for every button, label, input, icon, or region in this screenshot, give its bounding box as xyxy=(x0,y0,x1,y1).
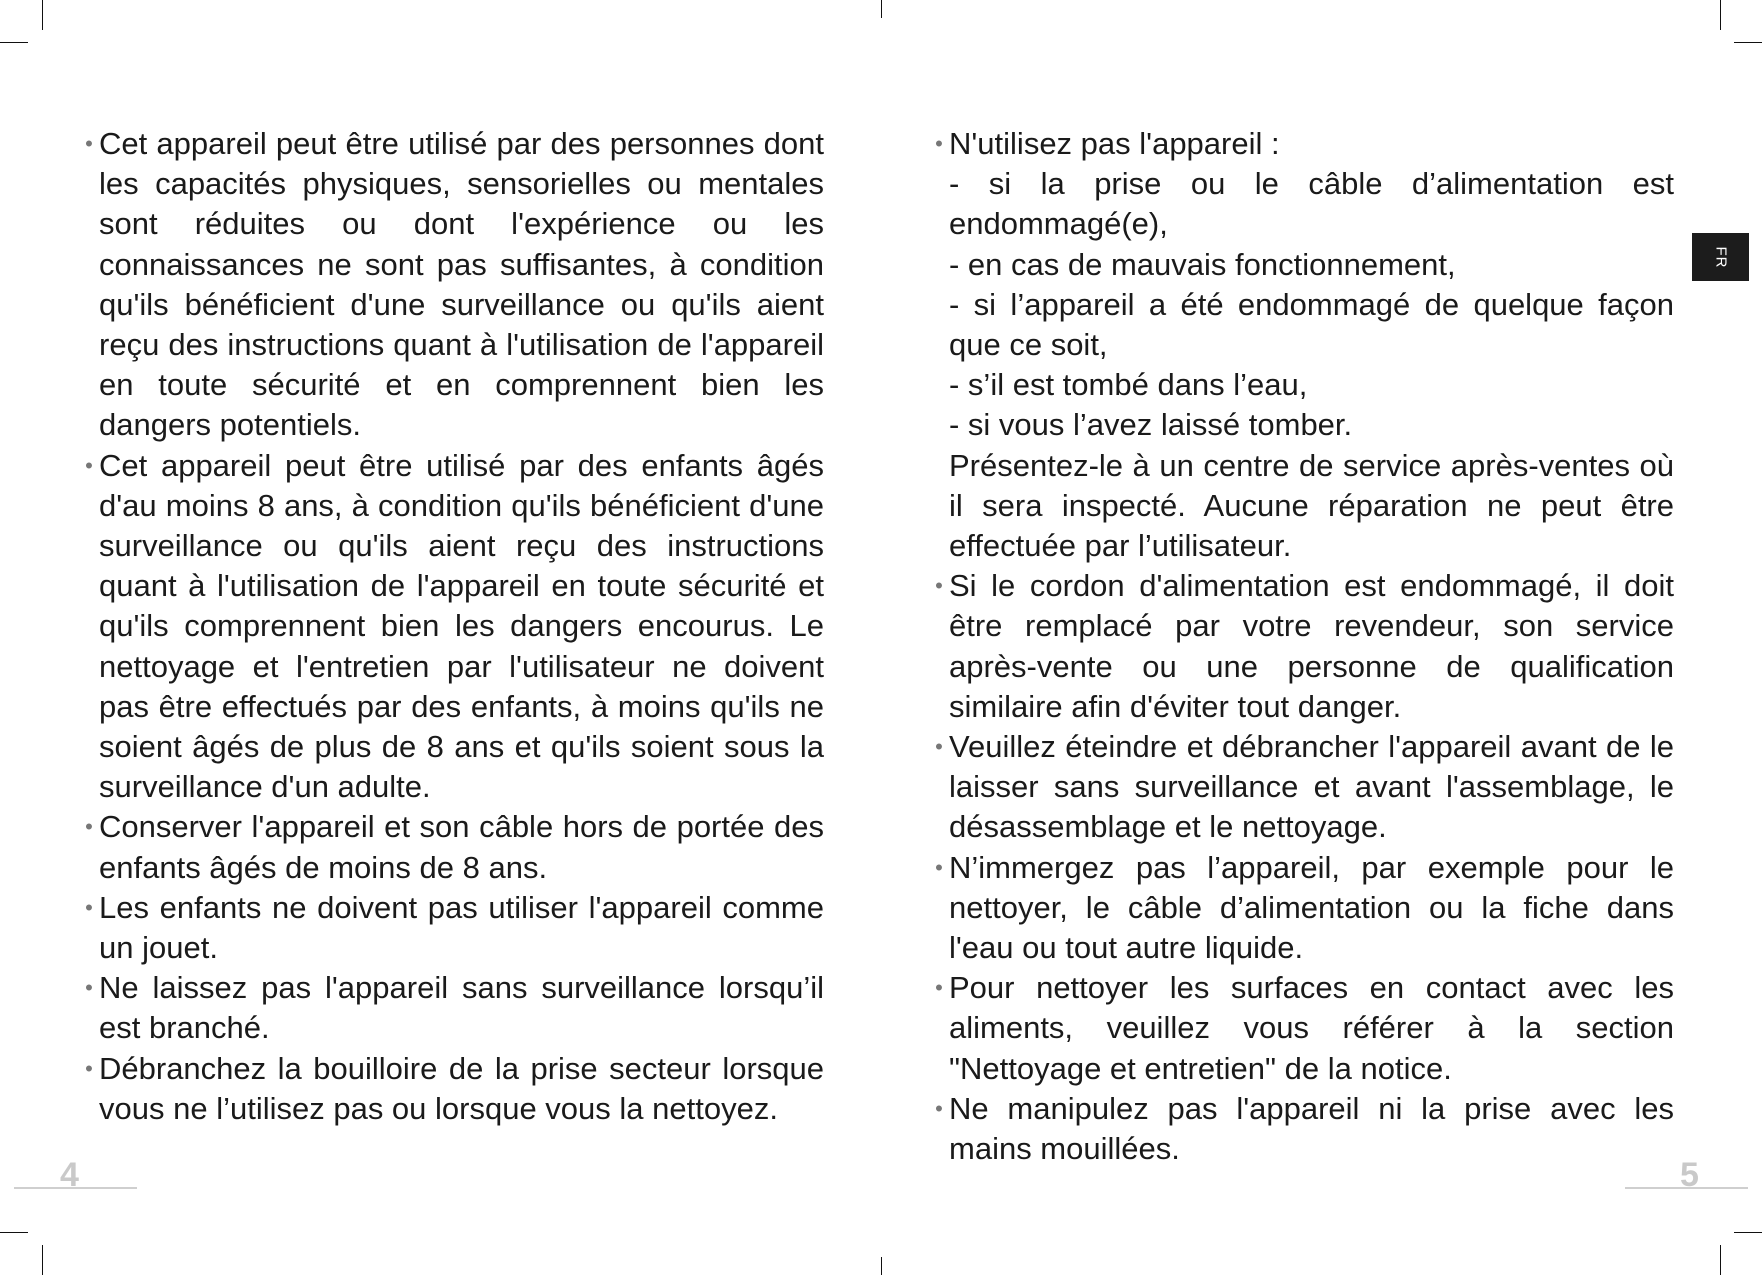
safety-item xyxy=(935,566,1674,727)
safety-item xyxy=(85,124,824,446)
bullet-icon: • xyxy=(85,894,93,920)
item-text: Les enfants ne doivent pas utiliser l'appareil comme un jouet. xyxy=(99,889,824,966)
item-text: Débranchez la bouilloire de la prise secteur lorsque vous ne l’utilisez pas ou lorsque vous la nettoyez. xyxy=(99,1050,824,1126)
item-text: Cet appareil peut être utilisé par des enfants âgés d'au moins 8 ans, à condition qu'ils bénéficient d'une surveillance ou qu'ils aient reçu des instructions quant à l'utilisation de l'appareil en toute sécurité et qu'ils comprennent bien les dangers encourus. Le nettoyage et l'entretien par l'utilisateur ne doivent pas être effectués par des enfants, à moins qu'ils ne soient âgés de plus de 8 ans et qu'ils soient sous la surveillance d'un adulte. xyxy=(99,447,824,805)
safety-item xyxy=(935,1089,1674,1169)
sub-item-text: - en cas de mauvais fonctionnement, xyxy=(949,246,1456,282)
safety-item xyxy=(85,807,824,887)
safety-item xyxy=(935,727,1674,848)
item-note-text: Présentez-le à un centre de service après-ventes où il sera inspecté. Aucune réparation ne peut être effectuée par l’utilisateur. xyxy=(949,447,1674,564)
item-text: Conserver l'appareil et son câble hors de portée des enfants âgés de moins de 8 ans. xyxy=(99,809,824,885)
bullet-icon: • xyxy=(935,854,943,880)
item-text: Cet appareil peut être utilisé par des personnes dont les capacités physiques, sensorielles ou mentales sont réduites ou dont l'expérience ou les connaissances ne sont pas suffisantes, à condition qu'ils bénéficient d'une surveillance ou qu'ils aient reçu des instructions quant à l'utilisation de l'appareil en toute sécurité et en comprennent bien les dangers potentiels. xyxy=(99,126,824,443)
bullet-icon: • xyxy=(85,452,93,478)
safety-item xyxy=(85,1049,824,1129)
item-text: N'utilisez pas l'appareil : xyxy=(949,126,1280,161)
crop-mark xyxy=(1720,1245,1721,1275)
crop-mark xyxy=(0,1232,28,1233)
sub-item-text: - si la prise ou le câble d’alimentation est endommagé(e), xyxy=(949,166,1674,242)
sub-item-text: - si l’appareil a été endommagé de quelque façon que ce soit, xyxy=(949,286,1674,363)
item-text: Pour nettoyer les surfaces en contact avec les aliments, veuillez vous référer à la section "Nettoyage et entretien" de la notice. xyxy=(949,970,1674,1086)
left-column xyxy=(85,124,824,1129)
sub-item-text: - si vous l’avez laissé tomber. xyxy=(949,407,1353,443)
safety-item xyxy=(85,446,824,808)
safety-item xyxy=(935,968,1674,1089)
bullet-icon: • xyxy=(935,975,943,1001)
safety-item xyxy=(85,888,824,968)
crop-mark xyxy=(42,0,43,30)
right-column xyxy=(935,124,1674,1169)
bullet-icon: • xyxy=(85,1055,93,1081)
safety-item xyxy=(935,848,1674,969)
bullet-icon: • xyxy=(85,131,93,156)
item-text: Veuillez éteindre et débrancher l'appareil avant de le laisser sans surveillance et avant l'assemblage, le désassemblage et le nettoyage. xyxy=(949,729,1674,845)
item-text: N’immergez pas l’appareil, par exemple pour le nettoyer, le câble d’alimentation ou la fiche dans l'eau ou tout autre liquide. xyxy=(949,849,1674,966)
bullet-icon: • xyxy=(935,131,943,156)
language-tab xyxy=(1692,233,1749,281)
crop-mark xyxy=(1734,1232,1762,1233)
crop-mark xyxy=(881,0,882,18)
item-text: Ne manipulez pas l'appareil ni la prise avec les mains mouillées. xyxy=(949,1090,1674,1167)
safety-item xyxy=(85,968,824,1048)
item-text: Ne laissez pas l'appareil sans surveillance lorsqu’il est branché. xyxy=(99,970,824,1046)
bullet-icon: • xyxy=(935,573,943,599)
bullet-icon: • xyxy=(935,1095,943,1121)
crop-mark xyxy=(1734,42,1762,43)
item-text: Si le cordon d'alimentation est endommagé, il doit être remplacé par votre revendeur, son service après-vente ou une personne de qualification similaire afin d'éviter tout danger. xyxy=(949,568,1674,724)
crop-mark xyxy=(0,42,28,43)
bullet-icon: • xyxy=(935,734,943,760)
bullet-icon: • xyxy=(85,975,93,1001)
crop-mark xyxy=(42,1245,43,1275)
safety-item xyxy=(935,124,1674,566)
crop-mark xyxy=(881,1257,882,1275)
page-number-right: 5 xyxy=(1680,1156,1699,1194)
language-tab-label: FR xyxy=(1712,246,1729,268)
page-number-left: 4 xyxy=(60,1156,79,1194)
crop-mark xyxy=(1720,0,1721,30)
bullet-icon: • xyxy=(85,814,93,840)
sub-item-text: - s’il est tombé dans l’eau, xyxy=(949,367,1308,403)
